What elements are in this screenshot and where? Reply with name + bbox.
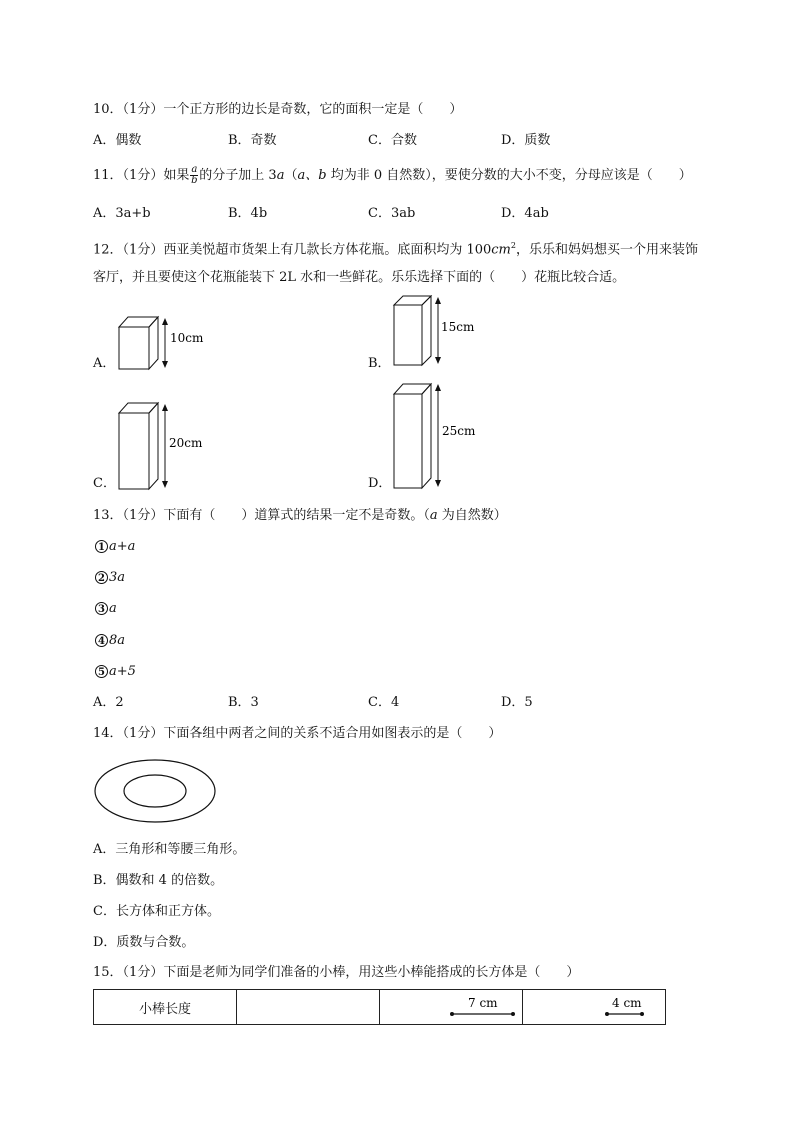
q15-stick-table	[93, 989, 666, 1025]
q11-stem	[93, 165, 692, 186]
q13-item-3-expr: a	[109, 601, 117, 616]
q10-option-d: D．质数	[501, 133, 551, 148]
q12-label-a: A．	[93, 356, 116, 371]
q13-option-d: D．5	[501, 695, 533, 710]
q11-option-a: A．3a+b	[93, 206, 151, 221]
q11-frac-num: a	[191, 164, 198, 175]
q13-option-c: C．4	[368, 695, 400, 710]
q13-item-1	[95, 538, 135, 556]
q13-item-3-number: 3	[95, 602, 108, 615]
q10-stem: 10．（1分）一个正方形的边长是奇数，它的面积一定是（ ）	[93, 102, 463, 117]
q12-figure-c-height: 20cm	[169, 436, 203, 450]
q11-prefix: 11．（1分）如果	[93, 168, 190, 183]
q14-option-d: D．质数与合数。	[93, 935, 195, 950]
q13-stem-b: 为自然数）	[437, 508, 507, 523]
q15-stick1-label: 7 cm	[468, 996, 498, 1010]
q13-item-2-number: 2	[95, 571, 108, 584]
q13-stem	[93, 507, 507, 525]
q12-figure-d	[370, 380, 520, 495]
q12-stem-line2: 客厅，并且要使这个花瓶能装下 2L 水和一些鲜花。乐乐选择下面的（ ）花瓶比较合适。	[93, 270, 626, 285]
q11-frac-den: b	[191, 175, 198, 186]
q12-line1-a: 12．（1分）西亚美悦超市货架上有几款长方体花瓶。底面积均为 100	[93, 242, 492, 258]
q13-item-5	[95, 663, 136, 681]
q14-inner-ellipse	[124, 775, 186, 807]
q13-item-5-expr: a+5	[109, 664, 136, 679]
q11-suffix: 均为非 0 自然数），要使分数的大小不变，分母应该是（ ）	[326, 168, 692, 183]
q13-item-4	[95, 632, 125, 650]
q11-paren: （	[284, 168, 298, 183]
q11-option-b: B．4b	[228, 206, 268, 221]
q15-header: 小棒长度	[138, 1001, 191, 1017]
q10-option-c: C．合数	[368, 133, 417, 148]
q13-option-b: B．3	[228, 695, 259, 710]
q13-stem-a: 13．（1分）下面有（ ）道算式的结果一定不是奇数。（	[93, 508, 430, 523]
q12-figure-d-height: 25cm	[442, 424, 476, 438]
q15-stick2-cell	[523, 990, 666, 1025]
q14-nested-ellipses-figure	[93, 758, 217, 826]
q12-figure-a-height: 10cm	[170, 331, 204, 345]
q11-fraction	[190, 165, 198, 186]
q10-option-b: B．奇数	[228, 133, 277, 148]
q11-option-d: D．4ab	[501, 206, 549, 221]
q14-option-a: A．三角形和等腰三角形。	[93, 842, 246, 857]
q12-figure-b	[370, 295, 520, 375]
q15-stick2	[523, 990, 665, 1024]
q12-unit: cm	[491, 242, 511, 258]
q12-label-b: B．	[368, 356, 391, 371]
q12-stem-line1	[93, 237, 698, 259]
q12-line1-b: ，乐乐和妈妈想买一个用来装饰	[515, 242, 698, 258]
q14-outer-ellipse	[95, 760, 215, 822]
q12-sup: 2	[510, 241, 516, 250]
q12-label-c: C．	[93, 476, 116, 491]
q13-stem-var: a	[429, 508, 438, 523]
q13-item-1-expr: a+a	[109, 539, 136, 554]
q12-figure-b-height: 15cm	[441, 320, 475, 334]
q15-stick2-label: 4 cm	[612, 996, 642, 1010]
q14-option-c: C．长方体和正方体。	[93, 904, 220, 919]
q13-item-5-number: 5	[95, 665, 108, 678]
q15-stick1-cell	[380, 990, 523, 1025]
q14-option-b: B．偶数和 4 的倍数。	[93, 873, 224, 888]
q11-var-a: a	[276, 168, 285, 183]
q13-item-3	[95, 600, 117, 618]
q13-item-1-number: 1	[95, 540, 108, 553]
q13-item-4-expr: 8a	[109, 633, 126, 648]
q11-middle: 的分子加上 3	[199, 168, 277, 183]
q11-vars: a、b	[297, 168, 327, 183]
q11-option-c: C．3ab	[368, 206, 416, 221]
q15-header-cell	[94, 990, 237, 1025]
q13-option-a: A．2	[93, 695, 124, 710]
q15-empty-cell	[237, 990, 380, 1025]
q10-option-a: A．偶数	[93, 133, 142, 148]
q15-stick1	[380, 990, 522, 1024]
q13-item-2	[95, 569, 125, 587]
q15-stem: 15．（1分）下面是老师为同学们准备的小棒，用这些小棒能搭成的长方体是（ ）	[93, 965, 580, 980]
q12-label-d: D．	[368, 476, 392, 491]
q13-item-4-number: 4	[95, 634, 108, 647]
q13-item-2-expr: 3a	[109, 570, 126, 585]
q14-stem: 14．（1分）下面各组中两者之间的关系不适合用如图表示的是（ ）	[93, 726, 502, 741]
